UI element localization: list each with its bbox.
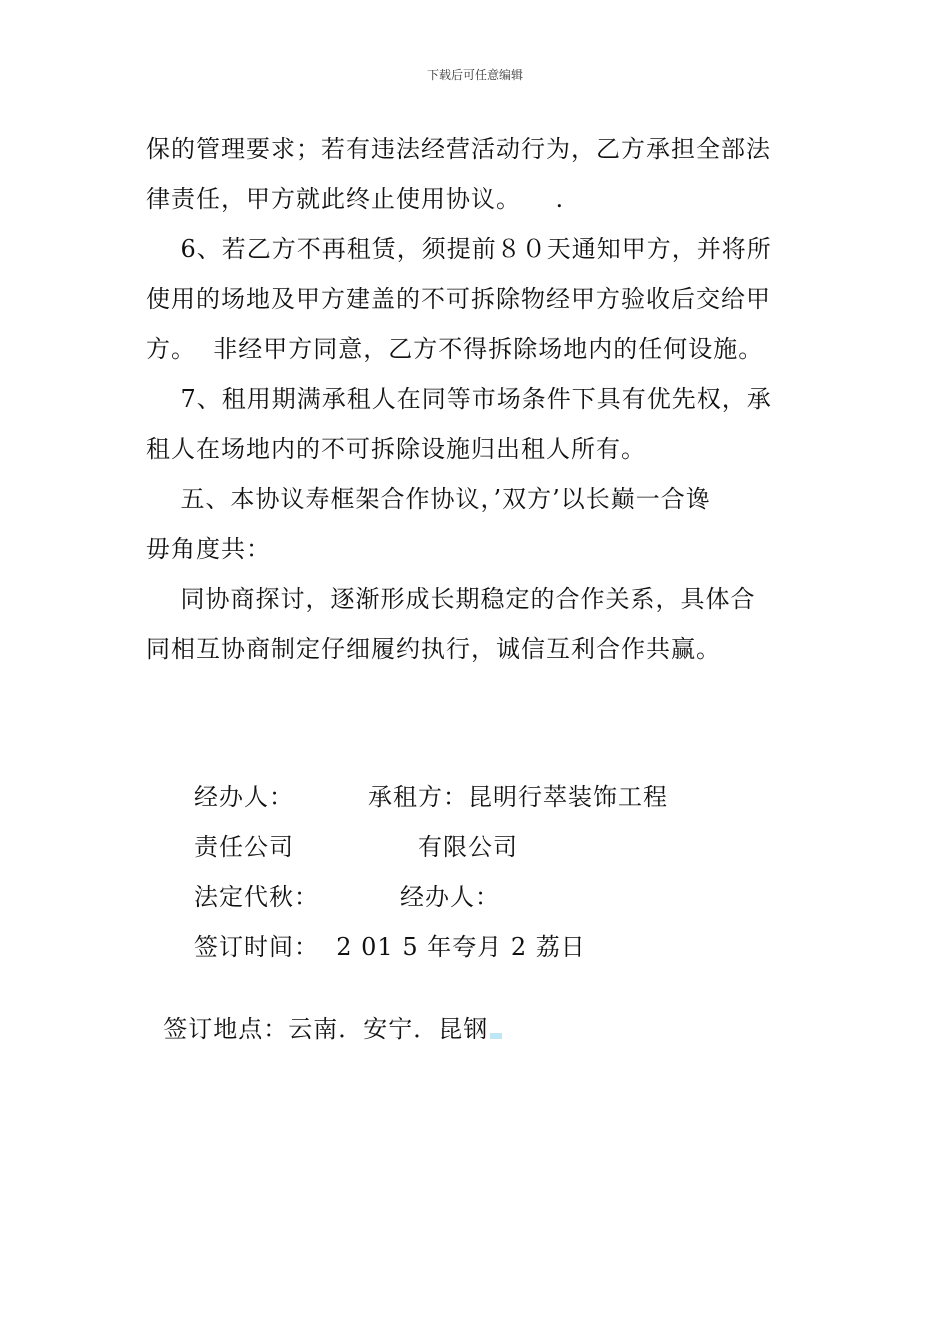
signature-handler-label-right: 经办人： — [400, 883, 500, 911]
signature-company-suffix-right: 有限公司 — [418, 833, 518, 861]
body-line: 使用的场地及甲方建盖的不可拆除物经甲方验收后交给甲 — [146, 285, 771, 313]
text-cursor-highlight — [490, 1033, 502, 1039]
signature-company-suffix: 责任公司 — [194, 833, 294, 861]
signature-legal-rep-label: 法定代秋： — [194, 883, 319, 911]
page-header: 下载后可任意编辑 — [426, 68, 523, 82]
body-line: 方。 非经甲方同意，乙方不得拆除场地内的任何设施。 — [146, 335, 764, 363]
body-line: 毋角度共： — [146, 535, 271, 563]
body-line: 保的管理要求；若有违法经营活动行为，乙方承担全部法 — [146, 135, 771, 163]
body-line: 6、若乙方不再租赁，须提前８０天通知甲方，并将所 — [146, 235, 772, 263]
body-line: 同相互协商制定仔细履约执行，诚信互利合作共赢。 — [146, 635, 721, 663]
body-line: 同协商探讨，逐渐形成长期稳定的合作关系，具体合 — [146, 585, 756, 613]
body-line: 五、本协议寿框架合作协议，’双方’以长巅一合谗 — [146, 485, 711, 513]
body-line: 7、租用期满承租人在同等市场条件下具有优先权，承 — [146, 385, 772, 413]
signing-place: 签订地点：云南．安宁．昆钢 — [163, 1015, 489, 1043]
body-line: 租人在场地内的不可拆除设施归出租人所有。 — [146, 435, 646, 463]
signing-place-row — [146, 984, 502, 1044]
signature-lessee-label: 承租方：昆明行萃装饰工程 — [368, 783, 668, 811]
body-line: 律责任，甲方就此终止使用协议。 . — [146, 185, 565, 213]
signature-handler-label: 经办人： — [194, 783, 294, 811]
signing-date: 签订时间： 2 01 5 年夸月 2 荔日 — [194, 933, 586, 961]
